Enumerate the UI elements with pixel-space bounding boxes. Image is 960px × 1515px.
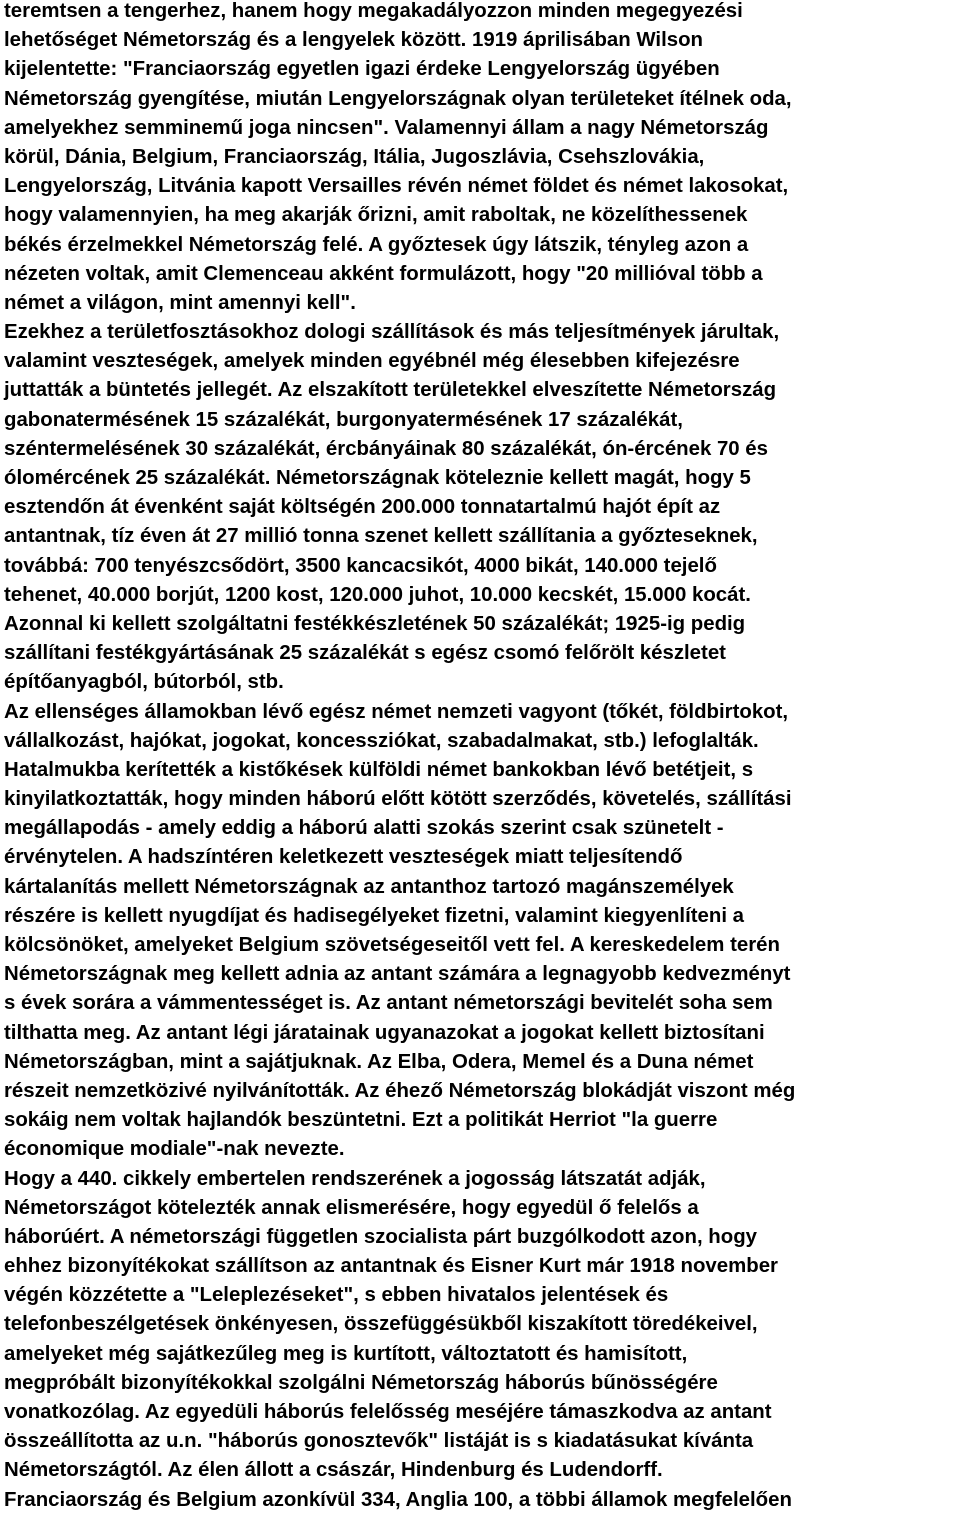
text-line: ehhez bizonyítékokat szállítson az antantnak és Eisner Kurt már 1918 november [4, 1255, 778, 1278]
text-line: hogy valamennyien, ha meg akarják őrizni, amit raboltak, ne közelíthessenek [4, 204, 748, 227]
text-line: békés érzelmekkel Németország felé. A győztesek úgy látszik, tényleg azon a [4, 233, 749, 256]
text-line: megállapodás - amely eddig a háború alatti szokás szerint csak szünetelt - [4, 817, 724, 840]
text-line: Németországnak meg kellett adnia az antant számára a legnagyobb kedvezményt [4, 963, 791, 986]
text-line: juttatták a büntetés jellegét. Az elszakított területekkel elveszítette Németország [4, 379, 777, 402]
text-line: tehenet, 40.000 borjút, 1200 kost, 120.000 juhot, 10.000 kecskét, 15.000 kocát. [4, 583, 751, 606]
text-line: körül, Dánia, Belgium, Franciaország, Itália, Jugoszlávia, Csehszlovákia, [4, 145, 705, 168]
text-line: Németországot kötelezték annak elismerésére, hogy egyedül ő felelős a [4, 1196, 699, 1219]
text-line: antantnak, tíz éven át 27 millió tonna szenet kellett szállítania a győzteseknek, [4, 525, 758, 548]
text-line: Ezekhez a területfosztásokhoz dologi szállítások és más teljesítmények járultak, [4, 321, 780, 344]
text-line: kinyilatkoztatták, hogy minden háború előtt kötött szerződés, követelés, szállítási [4, 788, 792, 811]
text-line: nézeten voltak, amit Clemenceau akként formulázott, hogy "20 millióval több a [4, 262, 763, 285]
text-line: szállítani festékgyártásának 25 százalékát s egész csomó felőrölt készletet [4, 642, 726, 665]
text-line: amelyeket még sajátkezűleg meg is kurtított, változtatott és hamisított, [4, 1342, 688, 1365]
text-line: Németország gyengítése, miután Lengyelországnak olyan területeket ítélnek oda, [4, 87, 792, 110]
text-line: s évek sorára a vámmentességet is. Az antant németországi bevitelét soha sem [4, 992, 773, 1015]
text-line: érvénytelen. A hadszíntéren keletkezett veszteségek miatt teljesítendő [4, 846, 683, 869]
document-page [4, 0, 956, 1515]
text-line: Azonnal ki kellett szolgáltatni festékkészletének 50 százalékát; 1925-ig pedig [4, 612, 746, 635]
text-line: Lengyelország, Litvánia kapott Versailles révén német földet és német lakosokat, [4, 175, 789, 198]
text-line: valamint veszteségek, amelyek minden egyébnél még élesebben kifejezésre [4, 350, 740, 373]
text-line: háborúért. A németországi független szocialista párt buzgólkodott azon, hogy [4, 1225, 757, 1248]
text-line: kölcsönöket, amelyeket Belgium szövetségeseitől vett fel. A kereskedelem terén [4, 934, 780, 956]
text-line: teremtsen a tengerhez, hanem hogy megakadályozzon minden megegyezési [4, 0, 743, 22]
text-line: Németországtól. Az élen állott a császár, Hindenburg és Ludendorff. [4, 1459, 663, 1482]
text-line: amelyekhez semminemű joga nincsen". Valamennyi állam a nagy Németország [4, 116, 769, 139]
text-line: részére is kellett nyugdíjat és hadisegélyeket fizetni, valamint kiegyenlíteni a [4, 904, 745, 927]
text-line: megpróbált bizonyítékokkal szolgálni Németország háborús bűnösségére [4, 1371, 718, 1394]
text-line: széntermelésének 30 százalékát, ércbányáinak 80 százalékát, ón-ércének 70 és [4, 437, 768, 460]
text-line: Az ellenséges államokban lévő egész német nemzeti vagyont (tőkét, földbirtokot, [4, 700, 789, 723]
text-line: ólomércének 25 százalékát. Németországnak köteleznie kellett magát, hogy 5 [4, 467, 751, 489]
text-line: telefonbeszélgetések önkényesen, összefüggésükből kiszakított töredékeivel, [4, 1313, 758, 1336]
text-line: kártalanítás mellett Németországnak az antanthoz tartozó magánszemélyek [4, 875, 734, 898]
text-line: végén közzétette a "Leleplezéseket", s ebben hivatalos jelentések és [4, 1284, 669, 1307]
text-line: tilthatta meg. Az antant légi járatainak ugyanazokat a jogokat kellett biztosítani [4, 1021, 765, 1044]
text-line: részeit nemzetközivé nyilvánították. Az éhező Németország blokádját viszont még [4, 1079, 796, 1102]
text-line: összeállította az u.n. "háborús gonosztevők" listáját is s kiadatásukat kívánta [4, 1430, 754, 1453]
text-line: sokáig nem voltak hajlandók beszüntetni. Ezt a politikát Herriot "la guerre [4, 1109, 718, 1132]
text-line: lehetőséget Németország és a lengyelek között. 1919 áprilisában Wilson [4, 29, 704, 52]
text-line: német a világon, mint amennyi kell". [4, 291, 356, 314]
text-line: Hogy a 440. cikkely embertelen rendszerének a jogosság látszatát adják, [4, 1167, 706, 1190]
text-line: Hatalmukba kerítették a kistőkések külföldi német bankokban lévő betétjeit, s [4, 758, 754, 781]
text-line: économique modiale"-nak nevezte. [4, 1138, 345, 1161]
text-line: esztendőn át évenként saját költségén 200.000 tonnatartalmú hajót épít az [4, 496, 721, 519]
text-line: vállalkozást, hajókat, jogokat, koncessziókat, szabadalmakat, stb.) lefoglalták. [4, 729, 759, 752]
text-line: gabonatermésének 15 százalékát, burgonyatermésének 17 százalékát, [4, 408, 683, 431]
text-line: Németországban, mint a sajátjuknak. Az Elba, Odera, Memel és a Duna német [4, 1050, 754, 1073]
text-line: építőanyagból, bútorból, stb. [4, 671, 284, 694]
text-line: kijelentette: "Franciaország egyetlen igazi érdeke Lengyelország ügyében [4, 58, 720, 81]
text-line: vonatkozólag. Az egyedüli háborús felelősség meséjére támaszkodva az antant [4, 1401, 772, 1423]
text-line: Franciaország és Belgium azonkívül 334, Anglia 100, a többi államok megfelelően [4, 1488, 792, 1511]
text-line: továbbá: 700 tenyészcsődört, 3500 kancacsikót, 4000 bikát, 140.000 tejelő [4, 554, 717, 577]
